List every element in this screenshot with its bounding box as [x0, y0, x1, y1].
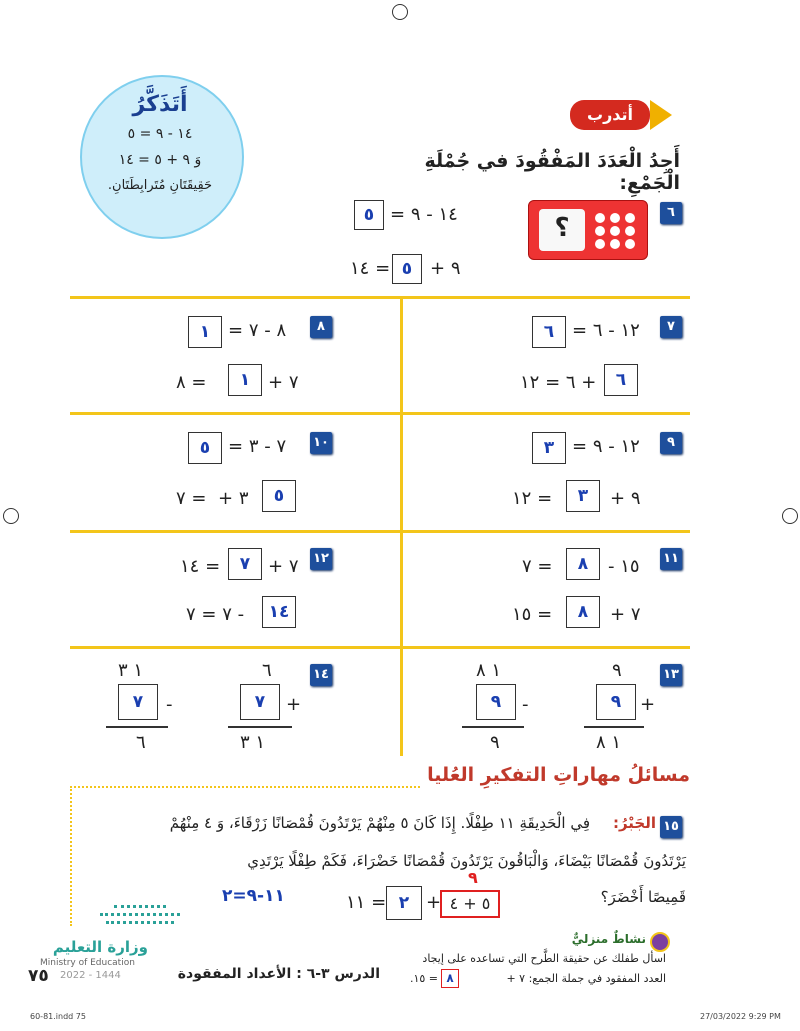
arrow-icon [650, 100, 672, 130]
handwritten-answer: ١١-٩=٢ [222, 886, 285, 906]
home-activity-title: نشاطٌ منزليٌّ [571, 932, 646, 946]
answer-box[interactable]: ٣ [566, 480, 600, 512]
registration-mark-left [3, 508, 19, 524]
question-number-14: ١٤ [310, 664, 332, 686]
question-number-10: ١٠ [310, 432, 332, 454]
question-number-8: ٨ [310, 316, 332, 338]
equation: = ١٥ [512, 604, 553, 625]
boxed-sum [440, 890, 500, 918]
answer-box[interactable]: ٣ [532, 432, 566, 464]
question-number-15: ١٥ [660, 816, 682, 838]
answer-box[interactable]: ٢ [386, 886, 422, 920]
lesson-title: الدرس ٣-٦ : الأعداد المفقودة [177, 966, 380, 982]
vertical-result: ١ ٣ [240, 732, 266, 753]
home-activity-text: = ١٥. [409, 972, 438, 985]
answer-box[interactable]: ٨ [566, 548, 600, 580]
cube-dots [591, 209, 639, 251]
divider [70, 296, 690, 299]
ministry-name-ar: وزارة التعليم [52, 938, 148, 956]
divider [400, 296, 403, 756]
dotted-border [70, 786, 420, 788]
operator: - [166, 694, 173, 715]
equation: ٧ + [268, 372, 299, 393]
equation: = ١٤ [180, 556, 221, 577]
home-activity-text: العدد المفقود في جملة الجمع: ٧ + [506, 972, 666, 985]
vertical-result: ٦ [136, 732, 146, 753]
operator: + [426, 892, 442, 913]
boxed-sum-text: ٥ + ٤ [449, 894, 491, 913]
problem-text: فِي الْحَدِيقَةِ ١١ طِفْلًا. إِذَا كَانَ ٥ مِنْهُمْ يَرْتَدُونَ قُمْصَانًا زَرْقَاءَ، وَ ٤ مِنْهُمْ [169, 814, 590, 832]
equation: ٨ - ٧ = [228, 320, 287, 341]
equation: - ٧ = ٧ [186, 604, 245, 625]
answer-box[interactable]: ٦ [604, 364, 638, 396]
question-number-9: ٩ [660, 432, 682, 454]
remember-title: أَتَذَكَّرُ [132, 92, 188, 117]
vertical-result: ١ ٨ [596, 732, 622, 753]
equation: = ٨ [176, 372, 207, 393]
operator: + [640, 694, 656, 715]
answer-box[interactable]: ٥ [392, 254, 422, 284]
page-number: ٧٥ [28, 966, 49, 986]
vertical-top: ٩ [612, 660, 622, 681]
home-activity-text: اسأل طفلك عن حقيقة الطَّرح التي تساعده على إيجاد [422, 952, 666, 965]
edition-year: 2022 - 1444 [60, 970, 121, 981]
remember-line-3: حَقِيقَتَانِ مُتَرابِطَتَانِ. [107, 178, 213, 193]
question-number-11: ١١ [660, 548, 682, 570]
home-activity-answer: ٨ [441, 969, 459, 988]
answer-box[interactable]: ٨ [566, 596, 600, 628]
vertical-result: ٩ [490, 732, 500, 753]
answer-box[interactable]: ١ [188, 316, 222, 348]
practice-badge [570, 100, 650, 130]
vertical-top: ١ ٨ [476, 660, 502, 681]
question-number-7: ٧ [660, 316, 682, 338]
equation: ٩ + [610, 488, 641, 509]
remember-line-1: ١٤ - ٩ = ٥ [127, 126, 193, 142]
instruction: أَجِدُ الْعَدَدَ المَفْقُودَ في جُمْلَةِ الْجَمْعِ: [424, 150, 680, 194]
print-file: 60-81.indd 75 [30, 1012, 86, 1021]
equation: = ١٢ [512, 488, 553, 509]
cube-question-mark: ؟ [554, 213, 570, 243]
ministry-name-en: Ministry of Education [40, 958, 135, 968]
practice-badge-label: أتدرب [586, 105, 634, 124]
problem-text: يَرْتَدُونَ قُمْصَانًا بَيْضَاءَ، وَالْبَاقُونَ يَرْتَدُونَ قُمْصَانًا خَضْرَاءَ، فَكَمْ طِفْلًا يَرْتَدِي [247, 852, 686, 870]
equation: = ١٤ [350, 258, 391, 279]
home-activity-icon [650, 932, 670, 952]
equation: + ٦ = ١٢ [520, 372, 597, 393]
equation: = ٧ [522, 556, 553, 577]
sum-line [228, 726, 292, 728]
remember-line-2: وَ ٩ + ٥ = ١٤ [118, 152, 202, 168]
operator: + [286, 694, 302, 715]
equation: = ١١ [346, 892, 387, 913]
equation: ٧ - ٣ = [228, 436, 287, 457]
operator: - [522, 694, 529, 715]
equation: ١٢ - ٦ = [572, 320, 640, 341]
vertical-top: ٦ [262, 660, 272, 681]
equation: ٣ + [218, 488, 249, 509]
question-number-6: ٦ [660, 202, 682, 224]
answer-box[interactable]: ٩ [596, 684, 636, 720]
equation: ٩ + [430, 258, 461, 279]
equation: ١٤ - ٩ = [390, 204, 458, 225]
problem-label: الجَبْرُ: [612, 814, 656, 832]
sum-line [462, 726, 524, 728]
problem-text: قَمِيصًا أَخْضَرَ؟ [600, 888, 686, 906]
registration-mark-top [392, 4, 408, 20]
hots-title: مسائلُ مهاراتِ التفكيرِ العُليا [427, 764, 690, 786]
print-date: 27/03/2022 9:29 PM [700, 1012, 781, 1021]
sum-line [106, 726, 168, 728]
equation: ٧ + [268, 556, 299, 577]
vertical-top: ١ ٣ [118, 660, 144, 681]
dotted-border [70, 786, 72, 926]
ministry-logo-icon [100, 905, 180, 933]
sum-line [584, 726, 644, 728]
answer-box[interactable]: ٥ [354, 200, 384, 230]
dice-cube [528, 200, 648, 260]
registration-mark-right [782, 508, 798, 524]
answer-box[interactable]: ٧ [118, 684, 158, 720]
answer-box[interactable]: ١٤ [262, 596, 296, 628]
question-number-13: ١٣ [660, 664, 682, 686]
equation: = ٧ [176, 488, 207, 509]
answer-box[interactable]: ٧ [240, 684, 280, 720]
answer-box[interactable]: ٦ [532, 316, 566, 348]
divider [70, 646, 690, 649]
answer-box[interactable]: ٥ [262, 480, 296, 512]
answer-box[interactable]: ٧ [228, 548, 262, 580]
question-number-12: ١٢ [310, 548, 332, 570]
equation: ١٥ - [608, 556, 640, 577]
answer-box[interactable]: ١ [228, 364, 262, 396]
equation: ١٢ - ٩ = [572, 436, 640, 457]
divider [70, 530, 690, 533]
divider [70, 412, 690, 415]
answer-box[interactable]: ٩ [476, 684, 516, 720]
equation: ٧ + [610, 604, 641, 625]
correction-note: ٩ [468, 868, 478, 887]
answer-box[interactable]: ٥ [188, 432, 222, 464]
